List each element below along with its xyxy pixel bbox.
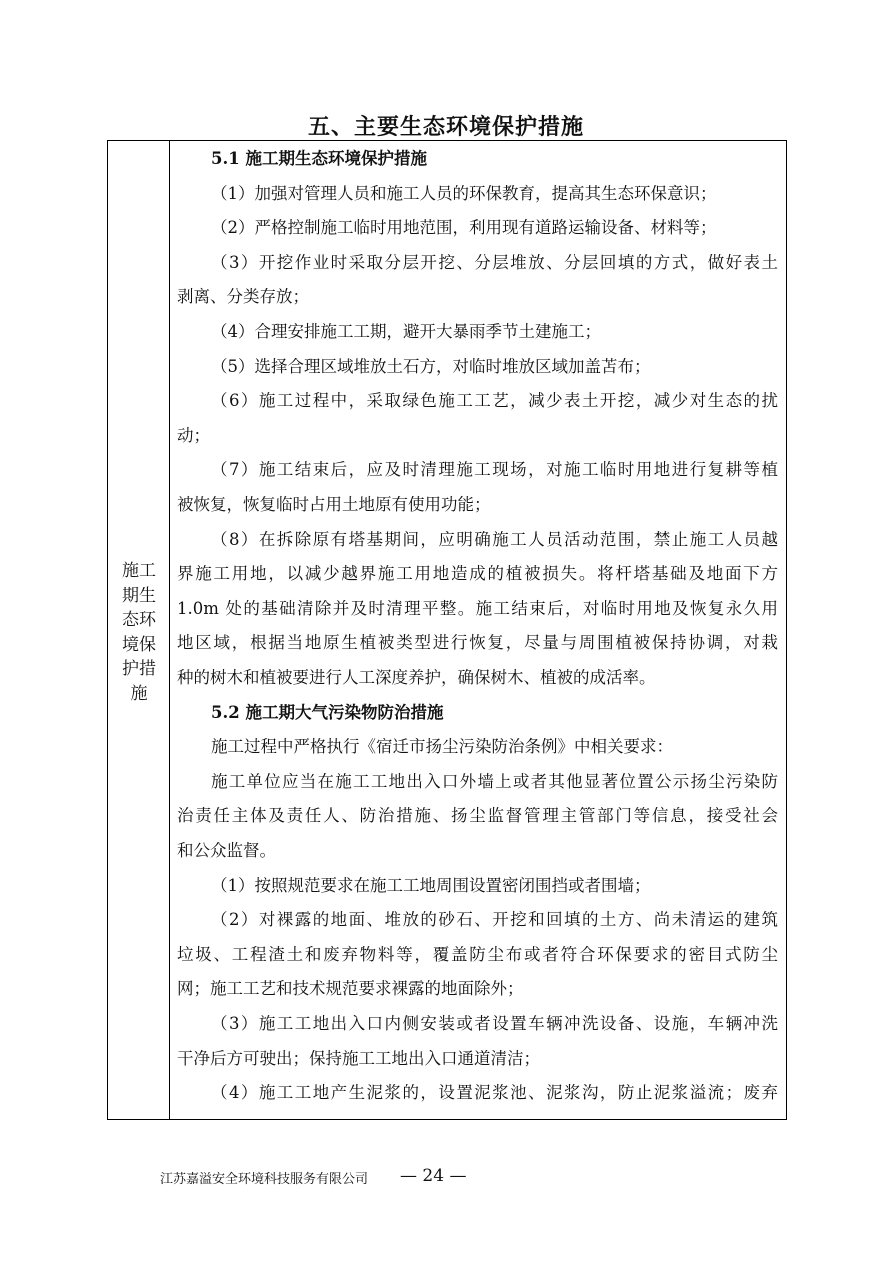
body-text-line: 垃圾、工程渣土和废弃物料等，覆盖防尘布或者符合环保要求的密目式防尘 [177, 944, 778, 964]
body-text-line: 1.0m 处的基础清除并及时清理平整。施工结束后，对临时用地及恢复永久用 [177, 598, 778, 618]
body-text-line: （4）合理安排施工工期，避开大暴雨季节土建施工； [211, 322, 601, 341]
section-heading: 5.2 施工期大气污染物防治措施 [211, 702, 444, 722]
body-text-line: （1）按照规范要求在施工工地周围设置密闭围挡或者围墙； [211, 875, 651, 895]
body-text-line: 施工单位应当在施工工地出入口外墙上或者其他显著位置公示扬尘污染防 [211, 771, 778, 791]
page-title: 五、主要生态环境保护措施 [307, 114, 584, 140]
body-text-line: （2）严格控制施工临时用地范围，利用现有道路运输设备、材料等； [211, 218, 717, 238]
body-text-line: （7）施工结束后，应及时清理施工现场，对施工临时用地进行复耕等植 [211, 460, 778, 480]
body-text-line: 施工过程中严格执行《宿迁市扬尘污染防治条例》中相关要求： [211, 737, 673, 757]
body-text-line: （4）施工工地产生泥浆的，设置泥浆池、泥浆沟，防止泥浆溢流；废弃 [211, 1083, 778, 1103]
body-text-line: 界施工用地，以减少越界施工用地造成的植被损失。将杆塔基础及地面下方 [177, 564, 778, 584]
body-text-line: （6）施工过程中，采取绿色施工工艺，减少表土开挖，减少对生态的扰 [211, 391, 778, 411]
body-text-line: （2）对裸露的地面、堆放的砂石、开挖和回填的土方、尚未清运的建筑 [211, 910, 778, 930]
section-heading: 5.1 施工期生态环境保护措施 [211, 149, 427, 168]
body-text-line: 干净后方可驶出；保持施工工地出入口通道清洁； [177, 1048, 540, 1068]
body-text-line: 治责任主体及责任人、防治措施、扬尘监督管理主管部门等信息，接受社会 [177, 806, 778, 826]
footer-page-number: — 24 — [400, 1166, 467, 1186]
body-text-line: （5）选择合理区域堆放土石方，对临时堆放区域加盖苫布； [211, 356, 651, 376]
body-text-line: （3）施工工地出入口内侧安装或者设置车辆冲洗设备、设施，车辆冲洗 [211, 1014, 778, 1033]
body-text-line: 种的树木和植被要进行人工深度养护，确保树木、植被的成活率。 [177, 668, 656, 687]
footer-company: 江苏嘉溢安全环境科技服务有限公司 [160, 1172, 369, 1187]
body-text-line: （8）在拆除原有塔基期间，应明确施工人员活动范围，禁止施工人员越 [211, 529, 778, 549]
body-text-line: 和公众监督。 [177, 841, 276, 860]
row-label-cell [108, 141, 170, 1119]
body-text-line: 剥离、分类存放； [177, 287, 309, 307]
body-text-line: 地区域，根据当地原生植被类型进行恢复，尽量与周围植被保持协调，对栽 [177, 633, 778, 653]
body-text-line: 被恢复，恢复临时占用土地原有使用功能； [177, 495, 491, 514]
body-text-line: （1）加强对管理人员和施工人员的环保教育，提高其生态环保意识； [211, 183, 717, 203]
measures-table [107, 140, 787, 1120]
body-text-line: 动； [177, 425, 210, 445]
body-text-line: 网；施工工艺和技术规范要求裸露的地面除外； [177, 979, 524, 999]
content-cell [170, 141, 786, 1119]
body-text-line: （3）开挖作业时采取分层开挖、分层堆放、分层回填的方式，做好表土 [211, 252, 778, 272]
row-label: 施工期生态环境保护措施 [122, 561, 156, 704]
